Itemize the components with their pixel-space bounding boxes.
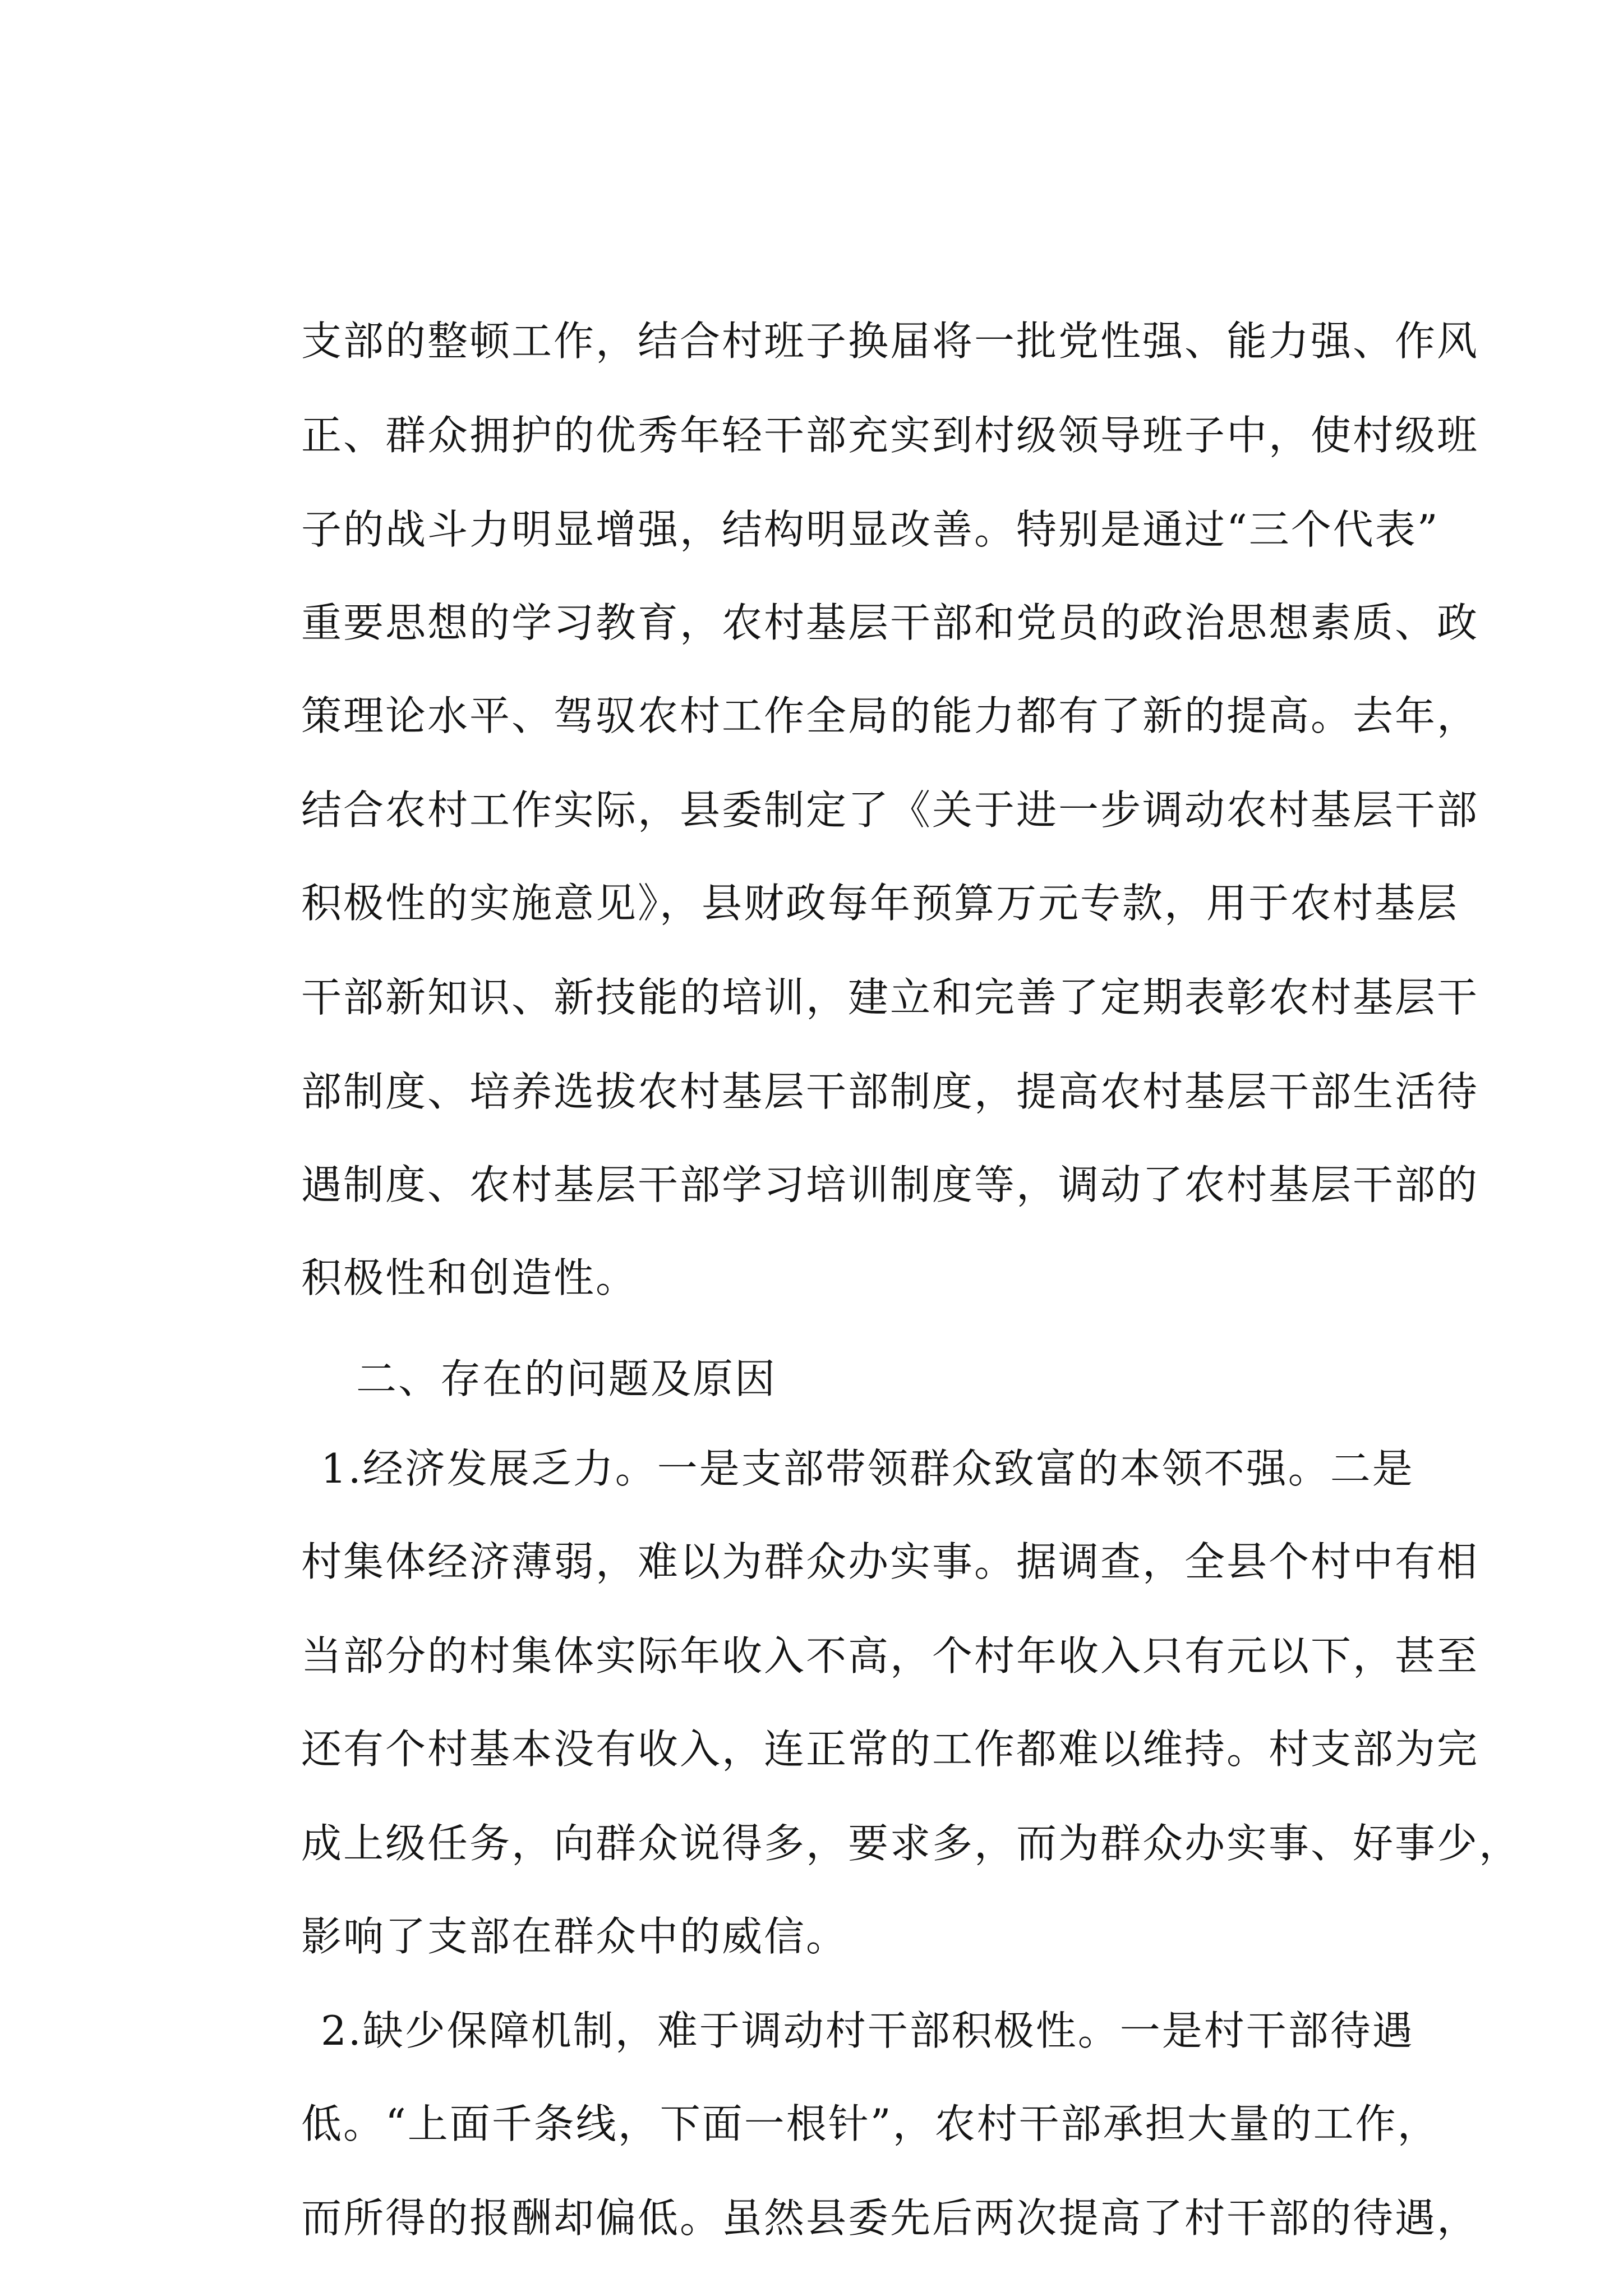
paragraph-line: 2.缺少保障机制，难于调动村干部积极性。一是村干部待遇 bbox=[321, 2007, 1414, 2054]
paragraph-line: 而所得的报酬却偏低。虽然县委先后两次提高了村干部的待遇， bbox=[301, 2194, 1479, 2242]
paragraph-line: 重要思想的学习教育，农村基层干部和党员的政治思想素质、政 bbox=[301, 599, 1479, 646]
paragraph-line: 当部分的村集体实际年收入不高，个村年收入只有元以下，甚至 bbox=[301, 1632, 1479, 1680]
paragraph-line: 遇制度、农村基层干部学习培训制度等，调动了农村基层干部的 bbox=[301, 1161, 1479, 1208]
paragraph-line: 低。“上面千条线，下面一根针”，农村干部承担大量的工作， bbox=[301, 2100, 1440, 2147]
paragraph-line: 成上级任务，向群众说得多，要求多，而为群众办实事、好事少， bbox=[301, 1820, 1521, 1867]
paragraph-line: 正、群众拥护的优秀年轻干部充实到村级领导班子中，使村级班 bbox=[301, 412, 1479, 459]
paragraph-line: 干部新知识、新技能的培训，建立和完善了定期表彰农村基层干 bbox=[301, 974, 1479, 1021]
section-heading: 二、存在的问题及原因 bbox=[356, 1355, 777, 1402]
paragraph-line: 1.经济发展乏力。一是支部带领群众致富的本领不强。二是 bbox=[321, 1445, 1414, 1492]
paragraph-line: 村集体经济薄弱，难以为群众办实事。据调查，全县个村中有相 bbox=[301, 1538, 1479, 1585]
paragraph-line: 积极性的实施意见》，县财政每年预算万元专款，用于农村基层 bbox=[301, 880, 1459, 927]
paragraph-line: 影响了支部在群众中的威信。 bbox=[301, 1913, 849, 1960]
paragraph-line: 部制度、培养选拔农村基层干部制度，提高农村基层干部生活待 bbox=[301, 1068, 1479, 1115]
paragraph-line: 积极性和创造性。 bbox=[301, 1254, 638, 1301]
paragraph-line: 结合农村工作实际，县委制定了《关于进一步调动农村基层干部 bbox=[301, 786, 1479, 834]
paragraph-line: 子的战斗力明显增强，结构明显改善。特别是通过“三个代表” bbox=[301, 506, 1440, 553]
paragraph-line: 还有个村基本没有收入，连正常的工作都难以维持。村支部为完 bbox=[301, 1726, 1479, 1773]
paragraph-line: 策理论水平、驾驭农村工作全局的能力都有了新的提高。去年， bbox=[301, 692, 1479, 739]
paragraph-line: 支部的整顿工作，结合村班子换届将一批党性强、能力强、作风 bbox=[301, 318, 1479, 365]
